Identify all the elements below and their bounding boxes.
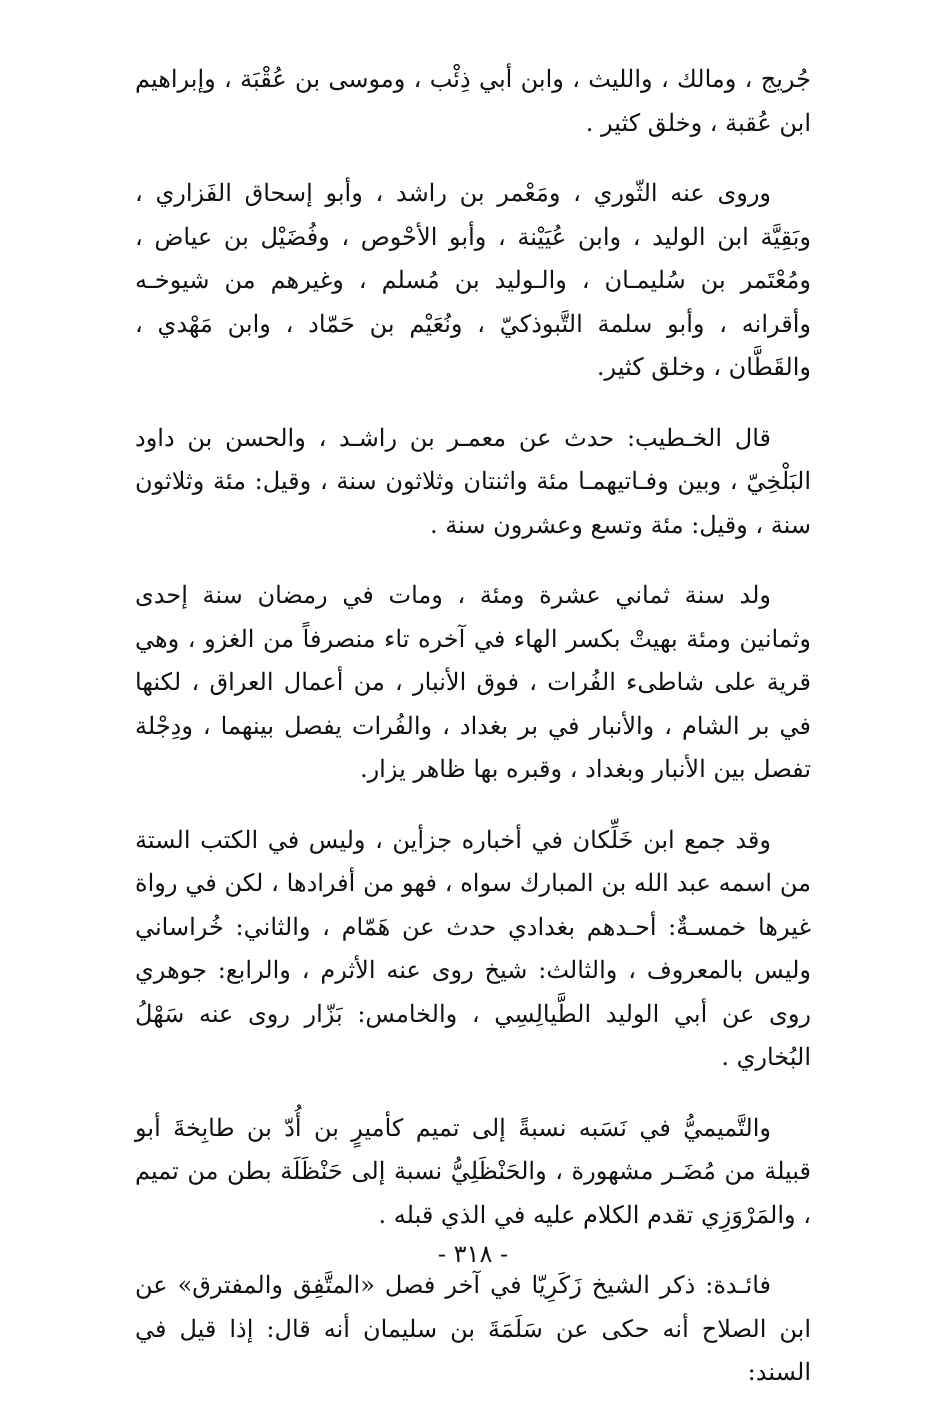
paragraph-5: وقد جمع ابن خَلِّكان في أخباره جزأين ، وليس في الكتب الستة من اسمه عبد الله بن المبارك سواه ، فهو من أفرادها ، لكن في رواة غيرها خمسـةٌ: أحـدهم بغدادي حدث عن هَمّام ، والثاني: خُراساني وليس بالمعروف ، والثالث: شيخ روى عنه الأثرم ، والرابع: جوهري روى عن أبي الوليد الطَّيالِسِي ، والخامس: بَزّار روى عنه سَهْلُ البُخاري .	[135, 825, 812, 1071]
paragraph-7: فائـدة: ذكر الشيخ زَكَرِيّا في آخر فصل «المتَّفِق والمفترق» عن ابن الصلاح أنه حكى عن سَلَمَةَ بن سليمان أنه قال: إذا قيل في السند:	[135, 1271, 811, 1386]
paragraph-3: قال الخـطيب: حدث عن معمـر بن راشـد ، والحسن بن داود البَلْخِيّ ، وبين وفـاتيهمـا مئة واثنتان وثلاثون سنة ، وقيل: مئة وثلاثون سنة ، وقيل: مئة وتسع وعشرون سنة .	[135, 423, 811, 539]
paragraph-6: والتَّميميُّ في نَسَبه نسبةً إلى تميم كأميرٍ بن أُدّ بن طابِخةَ أبو قبيلة من مُضَـر مشهورة ، والحَنْظَلِيُّ نسبة إلى حَنْظَلَة بطن من تميم ، والمَرْوَزِي تقدم الكلام عليه في الذي قبله .	[135, 1113, 811, 1229]
paragraph-2: وروى عنه الثّوري ، ومَعْمر بن راشد ، وأبو إسحاق الفَزاري ، وبَقِيَّة ابن الوليد ، وابن عُيَيْنة ، وأبو الأحْوص ، وفُضَيْل بن عياض ، ومُعْتَمر بن سُليمـان ، والـوليد بن مُسلم ، وغيرهم من شيوخـه وأقرانه ، وأبو سلمة التَّبوذكيّ ، ونُعَيْم بن حَمّاد ، وابن مَهْدي ، والقَطَّان ، وخلق كثير.	[135, 179, 811, 381]
page-number: - ٣١٨ -	[437, 1240, 509, 1268]
page-body	[135, 58, 811, 1422]
paragraph-4: ولد سنة ثماني عشرة ومئة ، ومات في رمضان سنة إحدى وثمانين ومئة بهيتْ بكسر الهاء في آخره تاء منصرفاً من الغزو ، وهي قرية على شاطىء الفُرات ، فوق الأنبار ، من أعمال العراق ، لكنها في بر الشام ، والأنبار في بر بغداد ، والفُرات يفصل بينهما ، ودِجْلة تفصل بين الأنبار وبغداد ، وقبره بها ظاهر يزار.	[135, 581, 811, 783]
paragraph-1: جُريج ، ومالك ، والليث ، وابن أبي ذِئْب ، وموسى بن عُقْبَة ، وإبراهيم ابن عُقبة ، وخلق كثير .	[135, 65, 811, 137]
